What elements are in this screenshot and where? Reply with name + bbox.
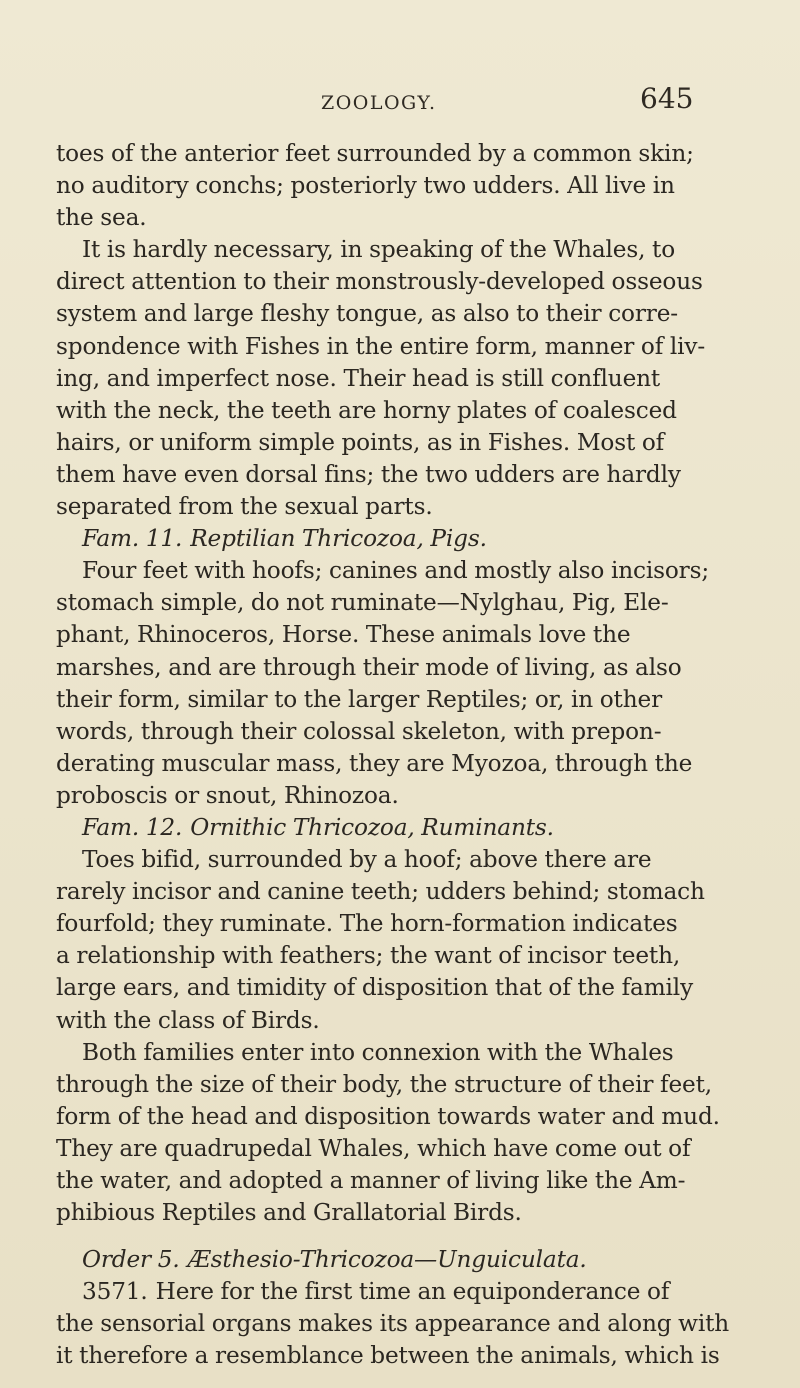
text-line: large ears, and timidity of disposition that of the family xyxy=(56,974,694,1002)
text-line: their form, similar to the larger Reptiles; or, in other xyxy=(56,685,663,713)
body-text xyxy=(56,138,752,1373)
order-label: Order 5. xyxy=(82,1246,180,1274)
text-line: derating muscular mass, they are Myozoa, through the xyxy=(56,749,693,777)
family-heading-11 xyxy=(56,523,752,555)
family-label: Fam. 11. xyxy=(82,525,183,553)
text-line: the sensorial organs makes its appearance and along with xyxy=(56,1310,730,1338)
text-line: direct attention to their monstrously-developed osseous xyxy=(56,268,703,296)
text-line: Both families enter into connexion with the Whales xyxy=(82,1038,674,1066)
page-number: 645 xyxy=(640,82,694,115)
text-line: marshes, and are through their mode of living, as also xyxy=(56,653,682,681)
text-line: a relationship with feathers; the want of incisor teeth, xyxy=(56,942,681,970)
order-name: Æsthesio-Thricozoa—Unguiculata. xyxy=(187,1246,587,1274)
text-line: spondence with Fishes in the entire form, manner of liv- xyxy=(56,332,706,360)
text-line: phant, Rhinoceros, Horse. These animals love the xyxy=(56,621,631,649)
text-line: separated from the sexual parts. xyxy=(56,493,433,521)
paragraph-number: 3571. xyxy=(82,1278,148,1306)
text-line: hairs, or uniform simple points, as in Fishes. Most of xyxy=(56,428,665,456)
family-name: Ornithic Thricozoa, Ruminants. xyxy=(190,813,554,841)
text-line: stomach simple, do not ruminate—Nylghau, Pig, Ele- xyxy=(56,589,669,617)
family-label: Fam. 12. xyxy=(82,813,183,841)
text-line: the sea. xyxy=(56,204,147,232)
text-line: the water, and adopted a manner of living like the Am- xyxy=(56,1167,686,1194)
text-line: ing, and imperfect nose. Their head is still confluent xyxy=(56,364,661,392)
family-name: Reptilian Thricozoa, Pigs. xyxy=(190,525,487,553)
text-line: with the neck, the teeth are horny plates of coalesced xyxy=(56,396,677,424)
running-title: ZOOLOGY. xyxy=(321,92,437,114)
order-heading xyxy=(56,1244,752,1276)
text-line: Here for the first time an equiponderance of xyxy=(155,1278,670,1306)
text-line: phibious Reptiles and Grallatorial Birds. xyxy=(56,1199,522,1227)
text-line: system and large fleshy tongue, as also to their corre- xyxy=(56,300,678,328)
text-line: Four feet with hoofs; canines and mostly also incisors; xyxy=(82,557,710,585)
text-line: fourfold; they ruminate. The horn-formation indicates xyxy=(56,910,678,938)
text-line: form of the head and disposition towards water and mud. xyxy=(56,1102,720,1130)
text-line: with the class of Birds. xyxy=(56,1006,320,1034)
text-line: words, through their colossal skeleton, with prepon- xyxy=(56,717,662,745)
text-line: It is hardly necessary, in speaking of the Whales, to xyxy=(82,236,676,264)
numbered-paragraph-start xyxy=(56,1276,752,1308)
text-line: They are quadrupedal Whales, which have come out of xyxy=(56,1134,691,1162)
text-line: Toes bifid, surrounded by a hoof; above there are xyxy=(82,846,652,874)
text-line: no auditory conchs; posteriorly two udders. All live in xyxy=(56,172,675,200)
text-line: through the size of their body, the structure of their feet, xyxy=(56,1070,712,1098)
running-head xyxy=(0,82,800,122)
text-line: them have even dorsal fins; the two udders are hardly xyxy=(56,460,681,488)
text-line: it therefore a resemblance between the animals, which is xyxy=(56,1342,720,1370)
text-line: rarely incisor and canine teeth; udders behind; stomach xyxy=(56,878,705,906)
text-line: toes of the anterior feet surrounded by a common skin; xyxy=(56,140,694,167)
text-line: proboscis or snout, Rhinozoa. xyxy=(56,781,399,809)
family-heading-12 xyxy=(56,812,752,844)
